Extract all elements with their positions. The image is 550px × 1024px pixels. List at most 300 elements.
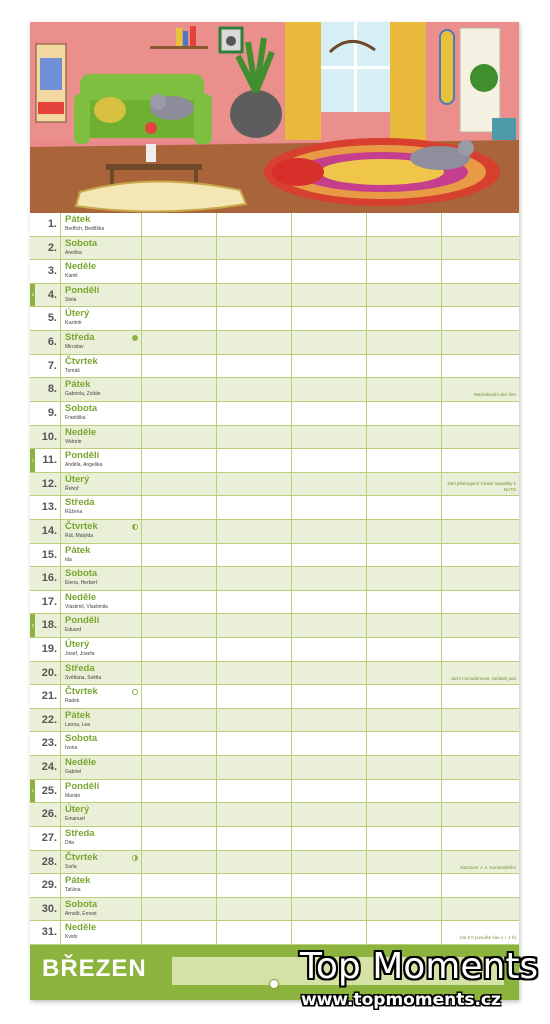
day-row	[30, 544, 519, 568]
name-day: Rút, Matylda	[65, 532, 94, 539]
person-column-4-cell[interactable]	[367, 780, 442, 803]
person-column-4-cell[interactable]	[367, 520, 442, 543]
notes-cell[interactable]	[442, 638, 519, 661]
day-number: 26.	[41, 808, 57, 821]
person-column-2-cell[interactable]	[217, 426, 292, 449]
notes-cell[interactable]	[442, 449, 519, 472]
notes-cell[interactable]	[442, 756, 519, 779]
person-column-2-cell[interactable]	[217, 614, 292, 637]
day-number: 13.	[41, 501, 57, 514]
weekday-name: Neděle	[65, 757, 97, 769]
person-column-4-cell[interactable]	[367, 732, 442, 755]
day-row	[30, 213, 519, 237]
name-day: Leona, Lea	[65, 721, 91, 728]
person-column-2-cell[interactable]	[217, 898, 292, 921]
person-column-2-cell[interactable]	[217, 355, 292, 378]
name-day: Kvido	[65, 934, 78, 941]
person-column-3-cell[interactable]	[292, 732, 367, 755]
day-number: 21.	[41, 690, 57, 703]
day-row	[30, 638, 519, 662]
person-column-2-cell[interactable]	[217, 473, 292, 496]
person-column-1-cell[interactable]	[142, 685, 217, 708]
name-day: Gabriel	[65, 769, 82, 776]
person-column-2-cell[interactable]	[217, 756, 292, 779]
weekday-name: Pondělí	[65, 615, 100, 627]
person-column-1-cell[interactable]	[142, 827, 217, 850]
day-name-cell	[61, 851, 142, 874]
person-column-2-cell[interactable]	[217, 921, 292, 944]
day-row	[30, 780, 519, 804]
day-row	[30, 402, 519, 426]
day-number: 1.	[47, 218, 57, 230]
weekday-name: Neděle	[65, 426, 97, 438]
weekday-name: Středa	[65, 827, 95, 839]
name-day: Světlana, Světla	[65, 674, 102, 681]
day-name-cell	[61, 284, 142, 307]
name-day: Viktorie	[65, 438, 82, 445]
notes-cell[interactable]	[442, 520, 519, 543]
person-column-1-cell[interactable]	[142, 496, 217, 519]
person-column-1-cell[interactable]	[142, 567, 217, 590]
day-number: 5.	[47, 312, 57, 325]
person-column-3-cell[interactable]	[292, 378, 367, 401]
person-column-3-cell[interactable]	[292, 284, 367, 307]
day-number: 8.	[47, 383, 57, 396]
person-column-2-cell[interactable]	[217, 567, 292, 590]
notes-cell[interactable]	[442, 732, 519, 755]
day-number-cell	[30, 638, 61, 661]
weekday-name: Úterý	[65, 308, 90, 320]
person-column-2-cell[interactable]	[217, 496, 292, 519]
person-column-4-cell[interactable]	[367, 473, 442, 496]
person-column-2-cell[interactable]	[217, 874, 292, 897]
person-column-1-cell[interactable]	[142, 780, 217, 803]
notes-cell[interactable]	[442, 827, 519, 850]
week-number-tab: 10	[30, 284, 35, 307]
day-number: 23.	[41, 737, 57, 750]
person-column-2-cell[interactable]	[217, 709, 292, 732]
person-column-4-cell[interactable]	[367, 355, 442, 378]
person-column-3-cell[interactable]	[292, 260, 367, 283]
day-row	[30, 709, 519, 733]
person-column-2-cell[interactable]	[217, 284, 292, 307]
notes-cell[interactable]	[442, 780, 519, 803]
notes-cell[interactable]	[442, 426, 519, 449]
person-column-2-cell[interactable]	[217, 449, 292, 472]
day-name-cell	[61, 378, 142, 401]
person-column-4-cell[interactable]	[367, 709, 442, 732]
living-room-cats-illustration	[30, 22, 519, 213]
person-column-1-cell[interactable]	[142, 402, 217, 425]
person-column-4-cell[interactable]	[367, 874, 442, 897]
notes-cell[interactable]	[442, 591, 519, 614]
day-row	[30, 662, 519, 686]
day-name-cell	[61, 638, 142, 661]
name-day: Dita	[65, 839, 74, 846]
person-column-3-cell[interactable]	[292, 426, 367, 449]
person-column-3-cell[interactable]	[292, 638, 367, 661]
notes-cell[interactable]	[442, 709, 519, 732]
day-name-cell	[61, 567, 142, 590]
day-row	[30, 803, 519, 827]
person-column-2-cell[interactable]	[217, 732, 292, 755]
day-number-cell	[30, 260, 61, 283]
holiday-note: Mezinárodní den žen	[473, 392, 516, 398]
person-column-1-cell[interactable]	[142, 756, 217, 779]
weekday-name: Středa	[65, 662, 95, 674]
notes-cell[interactable]	[442, 614, 519, 637]
notes-cell[interactable]	[442, 803, 519, 826]
person-column-4-cell[interactable]	[367, 496, 442, 519]
day-name-cell	[61, 307, 142, 330]
notes-cell[interactable]	[442, 260, 519, 283]
person-column-4-cell[interactable]	[367, 851, 442, 874]
person-column-3-cell[interactable]	[292, 449, 367, 472]
day-number-cell	[30, 213, 61, 236]
day-name-cell	[61, 803, 142, 826]
person-column-2-cell[interactable]	[217, 544, 292, 567]
person-column-1-cell[interactable]	[142, 260, 217, 283]
name-day: Anežka	[65, 249, 82, 256]
day-number-cell	[30, 591, 61, 614]
name-day: Kamil	[65, 273, 78, 280]
weekday-name: Úterý	[65, 804, 90, 816]
person-column-1-cell[interactable]	[142, 520, 217, 543]
name-day: Růžena	[65, 509, 83, 516]
day-number-cell	[30, 473, 61, 496]
day-name-cell	[61, 827, 142, 850]
notes-cell[interactable]	[442, 378, 519, 401]
moon-phase-last-icon	[132, 524, 138, 530]
day-number-cell	[30, 732, 61, 755]
weekday-name: Sobota	[65, 733, 98, 745]
person-column-4-cell[interactable]	[367, 449, 442, 472]
notes-cell[interactable]	[442, 237, 519, 260]
day-name-cell	[61, 685, 142, 708]
notes-cell[interactable]	[442, 898, 519, 921]
name-day: Arnošt, Ernest	[65, 910, 97, 917]
person-column-3-cell[interactable]	[292, 402, 367, 425]
person-column-1-cell[interactable]	[142, 851, 217, 874]
person-column-3-cell[interactable]	[292, 685, 367, 708]
day-name-cell	[61, 662, 142, 685]
person-column-2-cell[interactable]	[217, 685, 292, 708]
person-column-2-cell[interactable]	[217, 638, 292, 661]
day-row	[30, 260, 519, 284]
day-row	[30, 898, 519, 922]
day-number: 4.	[47, 288, 57, 301]
day-number: 27.	[41, 831, 57, 844]
person-column-3-cell[interactable]	[292, 567, 367, 590]
day-number-cell	[30, 237, 61, 260]
person-column-3-cell[interactable]	[292, 520, 367, 543]
person-column-4-cell[interactable]	[367, 378, 442, 401]
person-column-2-cell[interactable]	[217, 260, 292, 283]
person-column-1-cell[interactable]	[142, 874, 217, 897]
day-number: 24.	[41, 761, 57, 774]
person-column-1-cell[interactable]	[142, 426, 217, 449]
notes-cell[interactable]	[442, 874, 519, 897]
weekday-name: Sobota	[65, 898, 98, 910]
name-day: Marián	[65, 792, 81, 799]
day-number: 14.	[41, 524, 57, 537]
person-column-4-cell[interactable]	[367, 591, 442, 614]
day-name-cell	[61, 260, 142, 283]
day-name-cell	[61, 355, 142, 378]
day-number: 6.	[47, 336, 57, 349]
person-column-1-cell[interactable]	[142, 307, 217, 330]
day-number: 9.	[47, 406, 57, 419]
person-column-4-cell[interactable]	[367, 213, 442, 236]
day-number-cell	[30, 426, 61, 449]
person-column-4-cell[interactable]	[367, 567, 442, 590]
day-row	[30, 237, 519, 261]
moon-phase-full-icon	[132, 335, 138, 341]
day-name-cell	[61, 473, 142, 496]
person-column-2-cell[interactable]	[217, 520, 292, 543]
person-column-4-cell[interactable]	[367, 307, 442, 330]
person-column-1-cell[interactable]	[142, 331, 217, 354]
week-number-tab: 11	[30, 449, 35, 472]
weekday-name: Neděle	[65, 591, 97, 603]
day-row	[30, 685, 519, 709]
day-name-cell	[61, 614, 142, 637]
weekday-name: Čtvrtek	[65, 686, 98, 698]
name-day: Bedřich, Bedřiška	[65, 226, 105, 232]
calendar-sheet	[30, 22, 519, 1000]
day-number-cell	[30, 898, 61, 921]
weekday-name: Pondělí	[65, 284, 100, 296]
day-name-cell	[61, 237, 142, 260]
day-name-cell	[61, 449, 142, 472]
notes-cell[interactable]	[442, 213, 519, 236]
name-day: Josef, Josefa	[65, 651, 95, 658]
person-column-4-cell[interactable]	[367, 614, 442, 637]
notes-cell[interactable]	[442, 685, 519, 708]
day-number: 2.	[47, 241, 57, 254]
brand-url: www.topmoments.cz	[301, 990, 501, 1010]
person-column-3-cell[interactable]	[292, 237, 367, 260]
person-column-3-cell[interactable]	[292, 307, 367, 330]
day-number-cell	[30, 520, 61, 543]
week-number-tab: 13	[30, 780, 35, 803]
person-column-3-cell[interactable]	[292, 780, 367, 803]
person-column-4-cell[interactable]	[367, 827, 442, 850]
notes-cell[interactable]	[442, 355, 519, 378]
person-column-3-cell[interactable]	[292, 331, 367, 354]
day-name-cell	[61, 496, 142, 519]
person-column-3-cell[interactable]	[292, 921, 367, 944]
day-row	[30, 307, 519, 331]
day-number: 12.	[41, 477, 57, 490]
brand-logo-text: Top Moments	[300, 946, 539, 987]
day-number-cell	[30, 662, 61, 685]
day-row	[30, 355, 519, 379]
person-column-4-cell[interactable]	[367, 331, 442, 354]
person-column-1-cell[interactable]	[142, 803, 217, 826]
name-day: Františka	[65, 414, 86, 421]
notes-cell[interactable]	[442, 284, 519, 307]
notes-cell[interactable]	[442, 496, 519, 519]
weekday-name: Sobota	[65, 568, 98, 580]
person-column-3-cell[interactable]	[292, 803, 367, 826]
person-column-3-cell[interactable]	[292, 874, 367, 897]
notes-cell[interactable]	[442, 331, 519, 354]
day-row	[30, 874, 519, 898]
day-row	[30, 851, 519, 875]
person-column-1-cell[interactable]	[142, 449, 217, 472]
name-day: Vlastimil, Vlastimila	[65, 603, 108, 610]
day-number: 7.	[47, 359, 57, 372]
person-column-2-cell[interactable]	[217, 827, 292, 850]
day-name-cell	[61, 732, 142, 755]
name-day: Soňa	[65, 863, 77, 870]
person-column-1-cell[interactable]	[142, 237, 217, 260]
name-day: Taťána	[65, 887, 81, 894]
name-day: Anděla, Angelika	[65, 462, 103, 469]
day-number: 28.	[41, 855, 57, 868]
weekday-name: Pondělí	[65, 450, 100, 462]
person-column-2-cell[interactable]	[217, 331, 292, 354]
person-column-4-cell[interactable]	[367, 426, 442, 449]
day-number: 16.	[41, 572, 57, 585]
name-day: Miroslav	[65, 344, 84, 351]
day-number-cell	[30, 544, 61, 567]
person-column-1-cell[interactable]	[142, 921, 217, 944]
notes-cell[interactable]	[442, 473, 519, 496]
day-row	[30, 449, 519, 473]
person-column-1-cell[interactable]	[142, 638, 217, 661]
person-column-4-cell[interactable]	[367, 544, 442, 567]
person-column-4-cell[interactable]	[367, 756, 442, 779]
weekday-name: Neděle	[65, 261, 97, 273]
day-name-cell	[61, 591, 142, 614]
day-row	[30, 732, 519, 756]
notes-cell[interactable]	[442, 662, 519, 685]
day-row	[30, 827, 519, 851]
person-column-4-cell[interactable]	[367, 662, 442, 685]
person-column-3-cell[interactable]	[292, 756, 367, 779]
person-column-1-cell[interactable]	[142, 284, 217, 307]
day-name-cell	[61, 213, 142, 236]
day-number-cell	[30, 496, 61, 519]
person-column-3-cell[interactable]	[292, 614, 367, 637]
day-name-cell	[61, 520, 142, 543]
person-column-3-cell[interactable]	[292, 473, 367, 496]
person-column-1-cell[interactable]	[142, 355, 217, 378]
name-day: Emanuel	[65, 816, 85, 823]
person-column-1-cell[interactable]	[142, 898, 217, 921]
person-column-4-cell[interactable]	[367, 260, 442, 283]
person-column-3-cell[interactable]	[292, 851, 367, 874]
person-column-4-cell[interactable]	[367, 803, 442, 826]
person-column-2-cell[interactable]	[217, 803, 292, 826]
person-column-3-cell[interactable]	[292, 709, 367, 732]
person-column-1-cell[interactable]	[142, 473, 217, 496]
day-row	[30, 426, 519, 450]
person-column-3-cell[interactable]	[292, 544, 367, 567]
person-column-2-cell[interactable]	[217, 662, 292, 685]
person-column-4-cell[interactable]	[367, 921, 442, 944]
day-number-cell	[30, 449, 61, 472]
person-column-4-cell[interactable]	[367, 898, 442, 921]
day-number: 31.	[41, 926, 57, 939]
day-name-cell	[61, 921, 142, 944]
person-column-3-cell[interactable]	[292, 496, 367, 519]
day-row	[30, 567, 519, 591]
person-column-2-cell[interactable]	[217, 851, 292, 874]
person-column-1-cell[interactable]	[142, 378, 217, 401]
holiday-note: Den přistoupení České republiky k NATO	[447, 481, 516, 492]
person-column-2-cell[interactable]	[217, 307, 292, 330]
person-column-2-cell[interactable]	[217, 237, 292, 260]
days-grid	[30, 213, 519, 945]
person-column-3-cell[interactable]	[292, 213, 367, 236]
holiday-note: Narození J. A. Komenského	[460, 864, 516, 870]
day-number-cell	[30, 355, 61, 378]
person-column-4-cell[interactable]	[367, 237, 442, 260]
notes-cell[interactable]	[442, 307, 519, 330]
person-column-4-cell[interactable]	[367, 638, 442, 661]
month-title: BŘEZEN	[42, 955, 147, 982]
person-column-1-cell[interactable]	[142, 732, 217, 755]
person-column-3-cell[interactable]	[292, 591, 367, 614]
person-column-2-cell[interactable]	[217, 780, 292, 803]
person-column-1-cell[interactable]	[142, 709, 217, 732]
person-column-1-cell[interactable]	[142, 591, 217, 614]
day-name-cell	[61, 331, 142, 354]
day-number: 11.	[42, 454, 57, 467]
day-number-cell	[30, 614, 61, 637]
name-day: Ida	[65, 556, 72, 563]
weekday-name: Pátek	[65, 875, 91, 887]
name-day: Řehoř	[65, 485, 79, 492]
person-column-3-cell[interactable]	[292, 355, 367, 378]
person-column-3-cell[interactable]	[292, 898, 367, 921]
person-column-4-cell[interactable]	[367, 685, 442, 708]
person-column-2-cell[interactable]	[217, 402, 292, 425]
holiday-note: Jarní rovnodennost, začátek jara	[450, 675, 516, 681]
moon-phase-first-icon	[132, 855, 138, 861]
notes-cell[interactable]	[442, 402, 519, 425]
person-column-2-cell[interactable]	[217, 378, 292, 401]
day-number: 17.	[41, 595, 57, 608]
person-column-1-cell[interactable]	[142, 213, 217, 236]
person-column-3-cell[interactable]	[292, 827, 367, 850]
notes-cell[interactable]	[442, 921, 519, 944]
notes-cell[interactable]	[442, 851, 519, 874]
person-column-3-cell[interactable]	[292, 662, 367, 685]
person-column-1-cell[interactable]	[142, 662, 217, 685]
day-number-cell	[30, 378, 61, 401]
person-column-2-cell[interactable]	[217, 591, 292, 614]
day-row	[30, 921, 519, 945]
person-column-4-cell[interactable]	[367, 402, 442, 425]
person-column-2-cell[interactable]	[217, 213, 292, 236]
moon-phase-new-icon	[132, 689, 138, 695]
person-column-1-cell[interactable]	[142, 544, 217, 567]
day-number-cell	[30, 284, 61, 307]
day-number: 29.	[41, 879, 57, 892]
day-name-cell	[61, 756, 142, 779]
notes-cell[interactable]	[442, 567, 519, 590]
day-number-cell	[30, 851, 61, 874]
weekday-name: Sobota	[65, 402, 98, 414]
notes-cell[interactable]	[442, 544, 519, 567]
person-column-4-cell[interactable]	[367, 284, 442, 307]
weekday-name: Pátek	[65, 709, 91, 721]
person-column-1-cell[interactable]	[142, 614, 217, 637]
